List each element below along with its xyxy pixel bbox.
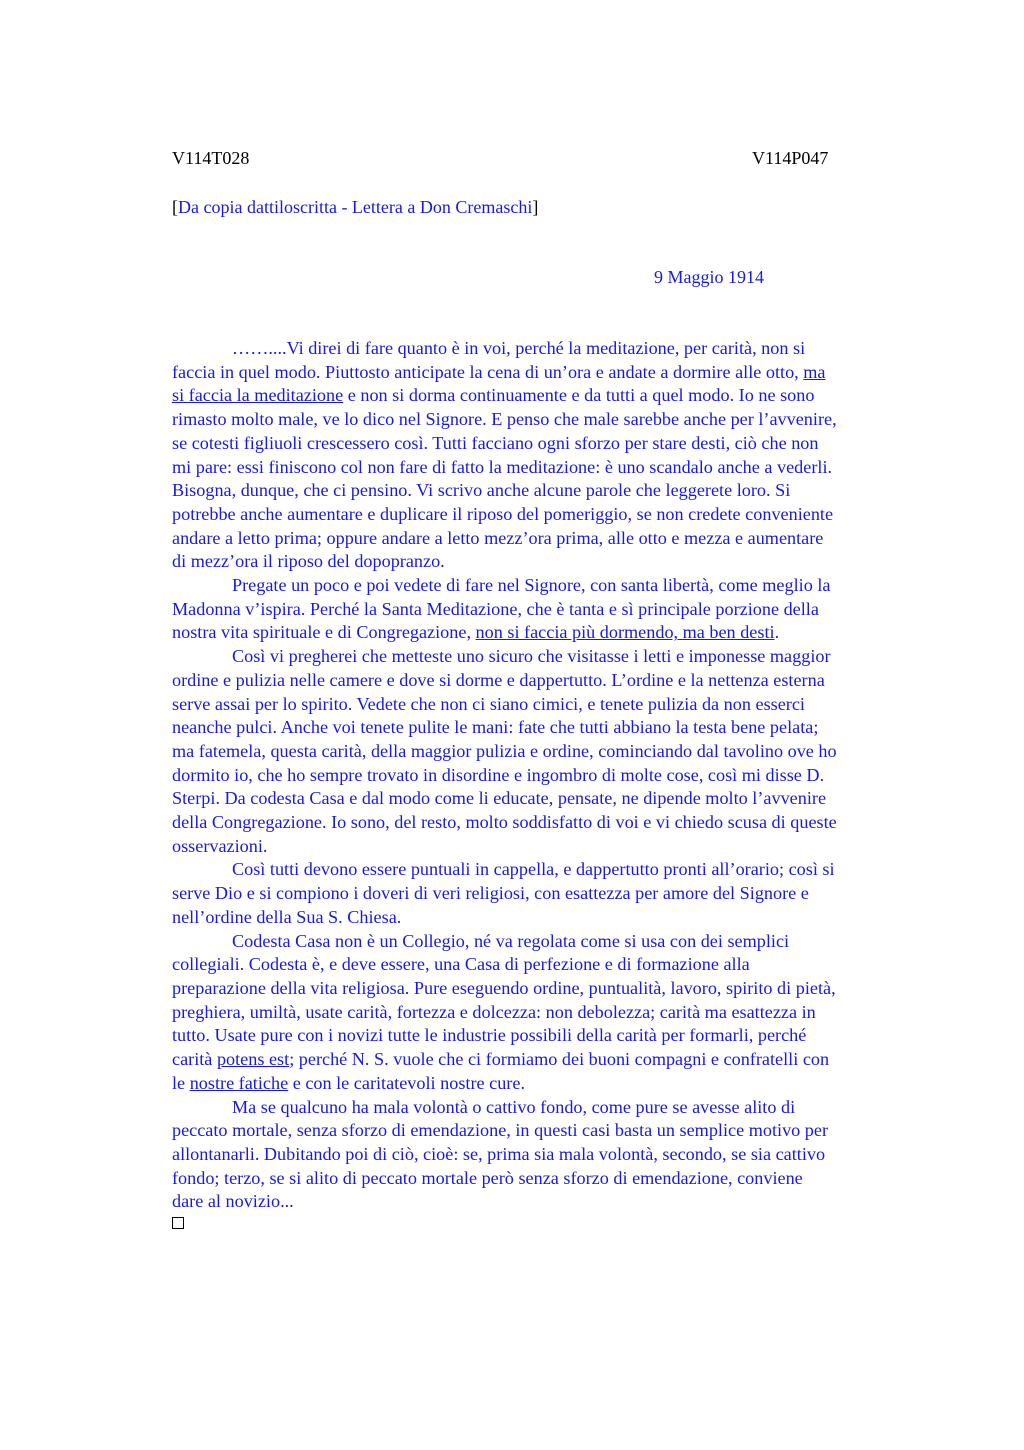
text-line: Madonna v’ispira. Perché la Santa Meditazione, che è tanta e sì principale porzione della	[172, 598, 819, 619]
text-line: Sterpi. Da codesta Casa e dal modo come li educate, pensate, ne dipende molto l’avvenire	[172, 788, 827, 809]
text-line: ……....Vi direi di fare quanto è in voi, perché la meditazione, per carità, non si	[232, 338, 806, 358]
text-line: Così tutti devono essere puntuali in cappella, e dappertutto pronti all’orario; così si	[232, 859, 835, 880]
text-line: della Congregazione. Io sono, del resto, molto soddisfatto di voi e vi chiedo scusa di queste	[172, 812, 837, 833]
text-line: peccato mortale, senza sforzo di emendazione, in questi casi basta un semplice motivo per	[172, 1120, 829, 1141]
source-note-text: Da copia dattiloscritta - Lettera a Don Cremaschi	[178, 197, 533, 217]
text-line	[172, 621, 932, 645]
underlined-text: ma	[803, 361, 826, 382]
text-segment: nostra vita spirituale e di Congregazione,	[172, 622, 476, 643]
close-bracket: ]	[532, 197, 539, 217]
letter-body	[172, 337, 932, 1214]
text-line: mi pare: essi finiscono col non fare di fatto la meditazione: è uno scandalo anche a vederli.	[172, 456, 833, 477]
text-line: Bisogna, dunque, che ci pensino. Vi scrivo anche alcune parole che leggerete loro. Si	[172, 480, 791, 501]
text-line: potrebbe anche aumentare e duplicare il riposo del pomeriggio, se non credete conveniente	[172, 503, 834, 524]
letter-date: 9 Maggio 1914	[654, 267, 764, 287]
text-line: ma fatemela, questa carità, della maggior pulizia e ordine, cominciando dal tavolino ove ho	[172, 740, 837, 761]
underlined-text: si faccia la meditazione	[172, 385, 344, 406]
text-line	[172, 361, 932, 385]
text-segment: e non si dorma continuamente e da tutti a quel modo. Io ne sono	[343, 385, 815, 406]
text-segment: faccia in quel modo. Piuttosto anticipate la cena di un’ora e andate a dormire alle otto,	[172, 361, 804, 382]
text-segment: .	[774, 622, 780, 643]
underlined-text: nostre fatiche	[189, 1072, 289, 1093]
source-note	[172, 196, 538, 218]
text-line	[172, 1072, 932, 1096]
text-line	[172, 384, 932, 408]
text-line: tutto. Usate pure con i novizi tutte le industrie possibili della carità per formarli, perché	[172, 1025, 807, 1046]
text-line: Codesta Casa non è un Collegio, né va regolata come si usa con dei semplici	[232, 930, 790, 951]
text-line: collegiali. Codesta è, e deve essere, una Casa di perfezione e di formazione alla	[172, 954, 750, 975]
text-line: fondo; terzo, se si alito di peccato mortale però senza sforzo di emendazione, conviene	[172, 1167, 803, 1188]
text-segment: carità	[172, 1049, 217, 1070]
text-line: dormito io, che ho sempre trovato in disordine e ingombro di molte cose, così mi disse D.	[172, 764, 825, 785]
open-bracket: [	[172, 197, 178, 217]
text-line: andare a letto prima; oppure andare a letto mezz’ora prima, alle otto e mezza e aumentare	[172, 527, 824, 548]
text-line: preghiera, umiltà, usate carità, fortezza e dolcezza: non debolezza; carità ma esattezza in	[172, 1001, 816, 1022]
underlined-text: non si faccia più dormendo, ma ben desti	[475, 622, 775, 643]
text-line: dare al novizio...	[172, 1191, 294, 1212]
document-code: V114T028	[172, 148, 250, 168]
end-marker-box	[172, 1217, 184, 1229]
text-line: ordine e pulizia nelle camere e dove si dorme e dappertutto. L’ordine e la nettenza esterna	[172, 669, 825, 690]
text-line: rimasto molto male, ve lo dico nel Signore. E penso che male sarebbe anche per l’avvenire,	[172, 409, 837, 430]
text-segment: le	[172, 1072, 190, 1093]
underlined-text: potens est	[216, 1049, 290, 1070]
text-line: nell’ordine della Sua S. Chiesa.	[172, 906, 402, 927]
text-line: Ma se qualcuno ha mala volontà o cattivo fondo, come pure se avesse alito di	[232, 1096, 796, 1117]
text-line: allontanarli. Dubitando poi di ciò, cioè: se, prima sia mala volontà, secondo, se sia cattivo	[172, 1143, 826, 1164]
page-code: V114P047	[752, 148, 829, 168]
text-line: serve Dio e si compiono i doveri di veri religiosi, con esattezza per amore del Signore e	[172, 883, 809, 904]
text-line: di mezz’ora il riposo del dopopranzo.	[172, 551, 445, 572]
text-line	[172, 1048, 932, 1072]
text-line: Pregate un poco e poi vedete di fare nel Signore, con santa libertà, come meglio la	[232, 575, 831, 596]
text-line: neanche pulci. Anche voi tenete pulite le mani: fate che tutti abbiano la testa bene pelata;	[172, 717, 819, 738]
text-line: osservazioni.	[172, 835, 268, 856]
text-line: se cotesti figliuoli crescessero così. Tutti facciano ogni sforzo per stare desti, ciò che non	[172, 432, 819, 453]
text-line: Così vi pregherei che metteste uno sicuro che visitasse i letti e imponesse maggior	[232, 646, 831, 667]
text-segment: ; perché N. S. vuole che ci formiamo dei buoni compagni e confratelli con	[289, 1049, 830, 1070]
text-segment: e con le caritatevoli nostre cure.	[288, 1072, 525, 1093]
text-line: serve assai per lo spirito. Vedete che non ci siano cimici, e tenete pulizia da non esserci	[172, 693, 805, 714]
text-line: preparazione della vita religiosa. Pure eseguendo ordine, puntualità, lavoro, spirito di pietà,	[172, 977, 836, 998]
